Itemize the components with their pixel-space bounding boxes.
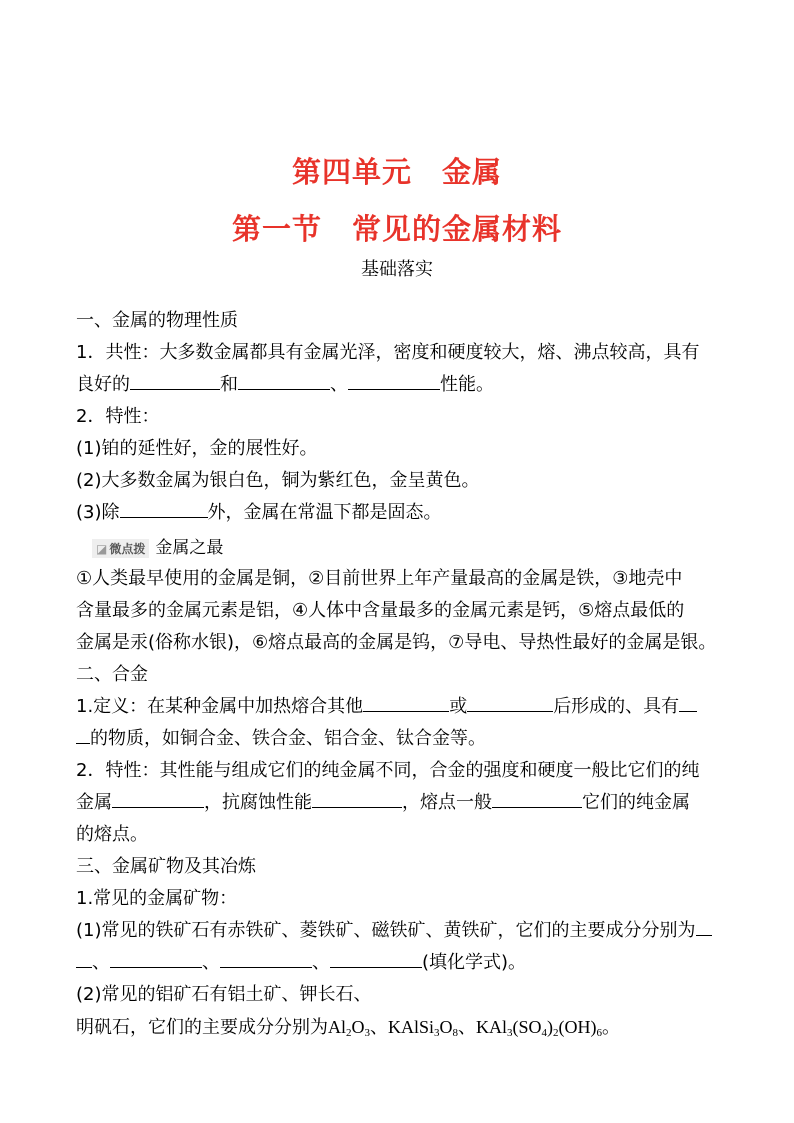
fill-blank[interactable] bbox=[679, 691, 697, 712]
tip-line1: ①人类最早使用的金属是铜，②目前世界上年产量最高的金属是铁，③地壳中 bbox=[76, 568, 683, 589]
subscript: 2 bbox=[346, 1027, 352, 1039]
text: 金属 bbox=[76, 792, 112, 813]
text: ，熔点一般 bbox=[402, 792, 492, 813]
text: KAl bbox=[476, 1017, 508, 1037]
tip-badge-label: 微点拨 bbox=[109, 541, 146, 556]
part3-iron-line2 bbox=[76, 947, 721, 979]
part3-m1: 1.常见的金属矿物： bbox=[76, 888, 238, 909]
text: 、 bbox=[330, 374, 348, 395]
text: ) bbox=[547, 1017, 554, 1037]
fill-blank[interactable] bbox=[112, 787, 204, 808]
text: (1)常见的铁矿石有赤铁矿、菱铁矿、磁铁矿、黄铁矿，它们的主要成分分别为 bbox=[76, 920, 696, 941]
part3-al-line1: (2)常见的铝矿石有铝土矿、钾长石、 bbox=[76, 984, 372, 1005]
subscript: 2 bbox=[553, 1027, 559, 1039]
part2-feature-line3: 的熔点。 bbox=[76, 824, 148, 845]
text: (SO bbox=[512, 1017, 542, 1037]
text: 、 bbox=[458, 1017, 477, 1038]
tip-line3: 金属是汞(俗称水银)，⑥熔点最高的金属是钨，⑦导电、导热性最好的金属是银。 bbox=[76, 632, 717, 653]
part2-feature-line1: 2．特性：其性能与组成它们的纯金属不同，合金的强度和硬度一般比它们的纯 bbox=[76, 760, 700, 781]
text: ，抗腐蚀性能 bbox=[204, 792, 312, 813]
text: 、 bbox=[202, 952, 220, 973]
text: 的物质，如铜合金、铁合金、铝合金、钛合金等。 bbox=[90, 728, 486, 749]
subscript: 4 bbox=[541, 1027, 548, 1039]
text: 性能。 bbox=[440, 374, 494, 395]
subscript: 3 bbox=[364, 1027, 370, 1039]
text: O bbox=[351, 1017, 365, 1037]
tip-badge bbox=[92, 539, 149, 558]
part1-p2-2: (2)大多数金属为银白色，铜为紫红色，金呈黄色。 bbox=[76, 470, 480, 491]
tip-icon: ◪ bbox=[96, 541, 108, 556]
fill-blank[interactable] bbox=[76, 723, 90, 744]
unit-title: 第四单元 金属 bbox=[291, 155, 502, 189]
part2-def-line1 bbox=[76, 691, 721, 723]
text: 、 bbox=[92, 952, 110, 973]
part2-heading: 二、合金 bbox=[76, 664, 148, 685]
text: 、 bbox=[312, 952, 330, 973]
subscript: 8 bbox=[452, 1027, 459, 1039]
fill-blank[interactable] bbox=[363, 691, 449, 712]
subscript: 3 bbox=[507, 1027, 513, 1039]
section-title: 第一节 常见的金属材料 bbox=[231, 212, 562, 246]
subscript: 6 bbox=[596, 1027, 603, 1039]
fill-blank[interactable] bbox=[330, 947, 422, 968]
fill-blank[interactable] bbox=[492, 787, 582, 808]
fill-blank[interactable] bbox=[696, 915, 712, 936]
part1-p2-3 bbox=[76, 497, 721, 529]
formula-al2o3 bbox=[328, 1017, 370, 1037]
fill-blank[interactable] bbox=[467, 691, 553, 712]
formula-kalsi3o8 bbox=[388, 1017, 458, 1037]
tip-header bbox=[92, 533, 223, 558]
text: 外，金属在常温下都是固态。 bbox=[207, 502, 442, 523]
text: 1.定义：在某种金属中加热熔合其他 bbox=[76, 696, 364, 717]
formula-alunite bbox=[476, 1017, 602, 1037]
text: (OH) bbox=[558, 1017, 597, 1037]
text: 良好的 bbox=[76, 374, 130, 395]
part1-p1-line2 bbox=[76, 369, 721, 401]
part1-p1-line1: 1．共性：大多数金属都具有金属光泽，密度和硬度较大，熔、沸点较高，具有 bbox=[76, 342, 700, 363]
part3-iron-line1 bbox=[76, 915, 721, 947]
text: 后形成的、具有 bbox=[553, 696, 680, 717]
fill-blank[interactable] bbox=[120, 497, 208, 518]
text: 、 bbox=[370, 1017, 388, 1038]
fill-blank[interactable] bbox=[220, 947, 312, 968]
text: 明矾石，它们的主要成分分别为 bbox=[76, 1017, 328, 1038]
tip-title: 金属之最 bbox=[155, 538, 224, 558]
part2-def-line2 bbox=[76, 723, 721, 755]
part1-p2-1: (1)铂的延性好，金的展性好。 bbox=[76, 438, 318, 459]
part3-al-line2 bbox=[76, 1011, 721, 1049]
text: Al bbox=[328, 1017, 346, 1037]
subtitle: 基础落实 bbox=[361, 259, 433, 280]
part2-feature-line2 bbox=[76, 787, 721, 819]
text: (填化学式)。 bbox=[422, 952, 527, 973]
part1-heading: 一、金属的物理性质 bbox=[76, 310, 238, 331]
fill-blank[interactable] bbox=[110, 947, 202, 968]
part3-heading: 三、金属矿物及其冶炼 bbox=[76, 856, 256, 877]
tip-line2: 含量最多的金属元素是铝，④人体中含量最多的金属元素是钙，⑤熔点最低的 bbox=[76, 600, 685, 621]
fill-blank[interactable] bbox=[238, 369, 330, 390]
text: O bbox=[439, 1017, 453, 1037]
fill-blank[interactable] bbox=[130, 369, 220, 390]
part1-p2: 2．特性： bbox=[76, 406, 160, 427]
fill-blank[interactable] bbox=[348, 369, 440, 390]
fill-blank[interactable] bbox=[76, 947, 92, 968]
text: 它们的纯金属 bbox=[582, 792, 690, 813]
text: KAlSi bbox=[388, 1017, 435, 1037]
text: 和 bbox=[220, 374, 238, 395]
subscript: 3 bbox=[434, 1027, 440, 1039]
fill-blank[interactable] bbox=[312, 787, 402, 808]
text: 或 bbox=[449, 696, 468, 717]
text: (3)除 bbox=[76, 502, 120, 523]
text: 。 bbox=[602, 1017, 621, 1038]
